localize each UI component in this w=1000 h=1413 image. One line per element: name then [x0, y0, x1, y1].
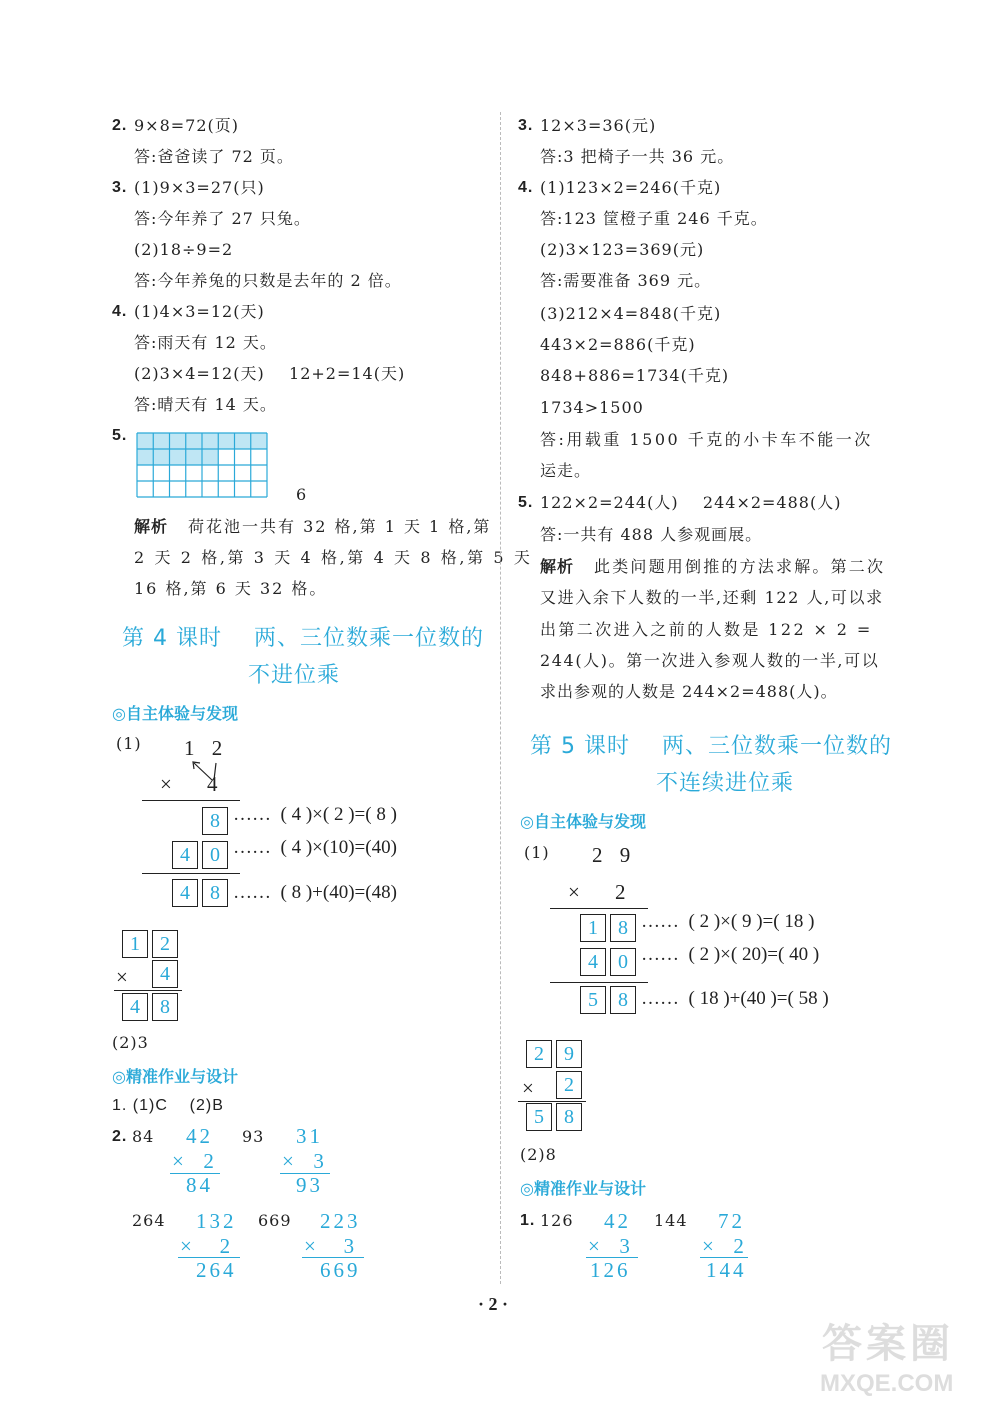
answer-box: 4	[172, 879, 198, 907]
q5-equation: 122×2=244(人) 244×2=488(人)	[540, 493, 842, 512]
section-explore: ◎自主体验与发现	[520, 812, 646, 831]
step-3-equation: …… ( 18 )+(40 )=( 58 )	[641, 988, 829, 1009]
q4-answer-3-line-2: 运走。	[540, 461, 592, 480]
grid-cell-shaded	[251, 433, 267, 449]
grid-caption: 6	[296, 485, 308, 504]
watermark-url: MXQE.COM	[820, 1370, 954, 1397]
analysis-line-2: 又进入余下人数的一半,还剩 122 人,可以求	[540, 588, 884, 607]
q4-equation-5: 848+886=1734(千克)	[540, 366, 730, 385]
explore-1-label: (1)	[116, 734, 142, 753]
vertical-top: 31	[296, 1124, 323, 1148]
lesson-5-title-line-1: 第 5 课时 两、三位数乘一位数的	[530, 734, 892, 759]
digit-box: 9	[556, 1040, 582, 1068]
grid-cell-shaded	[137, 433, 153, 449]
q3-answer-1: 答:今年养了 27 只兔。	[134, 209, 311, 228]
q4-label: 4.	[112, 303, 128, 320]
lesson-4-title-line-2: 不进位乘	[248, 663, 341, 688]
homework-1a-answer: 126	[540, 1211, 574, 1230]
homework-2a-answer: 84	[132, 1127, 155, 1146]
divider-line	[550, 908, 648, 909]
answer-box: 8	[202, 807, 228, 835]
q3-equation-2: (2)18÷9=2	[134, 240, 234, 259]
q3-equation-1: (1)9×3=27(只)	[134, 178, 265, 197]
analysis-label: 解析	[134, 517, 169, 536]
explore-1-label: (1)	[524, 843, 550, 862]
q4-answer-2: 答:需要准备 369 元。	[540, 271, 712, 290]
vertical-result: 93	[296, 1173, 323, 1197]
vertical-result: 669	[320, 1258, 361, 1282]
analysis-line-4: 244(人)。第一次进入参观人数的一半,可以	[540, 651, 880, 670]
step-2-equation: …… ( 2 )×( 20)=( 40 )	[641, 944, 820, 965]
q2-answer: 答:爸爸读了 72 页。	[134, 147, 294, 166]
q4-equation-1: (1)4×3=12(天)	[134, 302, 265, 321]
analysis-line-1: 荷花池一共有 32 格,第 1 天 1 格,第	[188, 517, 492, 536]
analysis-line-2: 2 天 2 格,第 3 天 4 格,第 4 天 8 格,第 5 天	[134, 548, 533, 567]
vertical-result: 264	[196, 1258, 237, 1282]
q5-label: 5.	[112, 427, 128, 444]
explore-2-answer: (2)8	[520, 1145, 557, 1164]
digit-box: 8	[152, 993, 178, 1021]
homework-1-label: 1.	[520, 1212, 536, 1229]
digit-box: 4	[152, 960, 178, 988]
vertical-multiplier: × 2	[172, 1149, 217, 1173]
answer-box: 4	[580, 948, 606, 976]
q3-equation: 12×3=36(元)	[540, 116, 657, 135]
homework-1: 1. (1)C (2)B	[112, 1097, 224, 1114]
step-2-equation: …… ( 4 )×(10)=(40)	[233, 837, 397, 858]
grid-cell-shaded	[186, 449, 202, 465]
q3-answer: 答:3 把椅子一共 36 元。	[540, 147, 735, 166]
digit-box: 5	[526, 1103, 552, 1131]
vertical-result: 126	[590, 1258, 631, 1282]
answer-box: 8	[202, 879, 228, 907]
homework-2c-answer: 264	[132, 1211, 166, 1230]
times-sign: ×	[568, 880, 580, 904]
vertical-result: 84	[186, 1173, 213, 1197]
answer-box: 0	[610, 948, 636, 976]
q4-equation-4: 443×2=886(千克)	[540, 335, 696, 354]
watermark-logo: 答案圈	[822, 1321, 954, 1367]
vertical-top: 132	[196, 1209, 237, 1233]
homework-1b-answer: 144	[654, 1211, 688, 1230]
digit-box: 1	[122, 930, 148, 958]
vertical-multiplier: × 3	[282, 1149, 327, 1173]
step-3-equation: …… ( 8 )+(40)=(48)	[233, 882, 397, 903]
vertical-top: 223	[320, 1209, 361, 1233]
grid-cell-shaded	[202, 449, 218, 465]
digit-box: 2	[556, 1071, 582, 1099]
page-number: · 2 ·	[478, 1294, 509, 1314]
q4-equation-2: (2)3×123=369(元)	[540, 240, 705, 259]
answer-box: 4	[172, 841, 198, 869]
q2-label: 2.	[112, 117, 128, 134]
divider-line	[114, 990, 182, 991]
divider-line	[142, 800, 240, 801]
q5-label: 5.	[518, 494, 534, 511]
digit-box: 2	[526, 1040, 552, 1068]
vertical-top: 72	[718, 1209, 745, 1233]
digit-box: 2	[152, 930, 178, 958]
homework-2d-answer: 669	[258, 1211, 292, 1230]
grid-cell-shaded	[153, 433, 169, 449]
q5-answer: 答:一共有 488 人参观画展。	[540, 525, 763, 544]
q3-answer-2: 答:今年养兔的只数是去年的 2 倍。	[134, 271, 402, 290]
divider-line	[142, 873, 240, 874]
step-1-equation: …… ( 2 )×( 9 )=( 18 )	[641, 911, 815, 932]
vertical-multiplier: × 3	[304, 1234, 358, 1258]
multiplicand: 2 9	[592, 843, 637, 867]
grid-cell-shaded	[235, 433, 251, 449]
grid-cell-shaded	[202, 433, 218, 449]
answer-box: 5	[580, 986, 606, 1014]
q4-answer-2: 答:晴天有 14 天。	[134, 395, 277, 414]
step-1-equation: …… ( 4 )×( 2 )=( 8 )	[233, 804, 397, 825]
explore-2-answer: (2)3	[112, 1033, 149, 1052]
divider-line	[518, 1101, 586, 1102]
vertical-multiplier: × 2	[180, 1234, 234, 1258]
section-homework: ◎精准作业与设计	[520, 1179, 646, 1198]
times-sign: ×	[160, 772, 172, 796]
lotus-pond-grid	[136, 432, 268, 498]
analysis-line-5: 求出参观的人数是 244×2=488(人)。	[540, 682, 838, 701]
lesson-5-title-line-2: 不连续进位乘	[656, 771, 795, 796]
lesson-4-title-line-1: 第 4 课时 两、三位数乘一位数的	[122, 626, 484, 651]
q2-equation: 9×8=72(页)	[134, 116, 240, 135]
grid-cell-shaded	[137, 449, 153, 465]
digit-box: 4	[122, 993, 148, 1021]
times-sign: ×	[522, 1076, 534, 1100]
multiplier: 4	[207, 772, 218, 796]
digit-box: 8	[556, 1103, 582, 1131]
grid-cell-shaded	[153, 449, 169, 465]
grid-cell-shaded	[186, 433, 202, 449]
homework-2b-answer: 93	[242, 1127, 265, 1146]
section-homework: ◎精准作业与设计	[112, 1067, 238, 1086]
q4-answer-1: 答:123 筐橙子重 246 千克。	[540, 209, 768, 228]
answer-box: 8	[610, 914, 636, 942]
analysis-line-3: 16 格,第 6 天 32 格。	[134, 579, 328, 598]
vertical-top: 42	[186, 1124, 213, 1148]
times-sign: ×	[116, 965, 128, 989]
vertical-multiplier: × 3	[588, 1234, 633, 1258]
analysis-line-1: 此类问题用倒推的方法求解。第二次	[594, 557, 886, 576]
grid-cell-shaded	[218, 433, 234, 449]
q3-label: 3.	[518, 117, 534, 134]
q3-label: 3.	[112, 179, 128, 196]
q4-equation-6: 1734>1500	[540, 398, 644, 417]
q4-equation-1: (1)123×2=246(千克)	[540, 178, 722, 197]
vertical-multiplier: × 2	[702, 1234, 747, 1258]
multiplier: 2	[615, 880, 626, 904]
q4-label: 4.	[518, 179, 534, 196]
q4-equation-2: (2)3×4=12(天) 12+2=14(天)	[134, 364, 406, 383]
multiplicand: 1 2	[184, 736, 229, 760]
grid-cell-shaded	[170, 433, 186, 449]
homework-2-label: 2.	[112, 1128, 128, 1145]
analysis-line-3: 出第二次进入之前的人数是 122 × 2 =	[540, 620, 873, 639]
section-explore: ◎自主体验与发现	[112, 704, 238, 723]
analysis-label: 解析	[540, 557, 575, 576]
answer-box: 0	[202, 841, 228, 869]
vertical-result: 144	[706, 1258, 747, 1282]
vertical-top: 42	[604, 1209, 631, 1233]
column-divider	[500, 112, 501, 1284]
q4-answer-3-line-1: 答:用载重 1500 千克的小卡车不能一次	[540, 430, 873, 449]
q4-equation-3: (3)212×4=848(千克)	[540, 304, 722, 323]
divider-line	[550, 982, 648, 983]
answer-box: 8	[610, 986, 636, 1014]
answer-box: 1	[580, 914, 606, 942]
q4-answer-1: 答:雨天有 12 天。	[134, 333, 277, 352]
grid-cell-shaded	[170, 449, 186, 465]
